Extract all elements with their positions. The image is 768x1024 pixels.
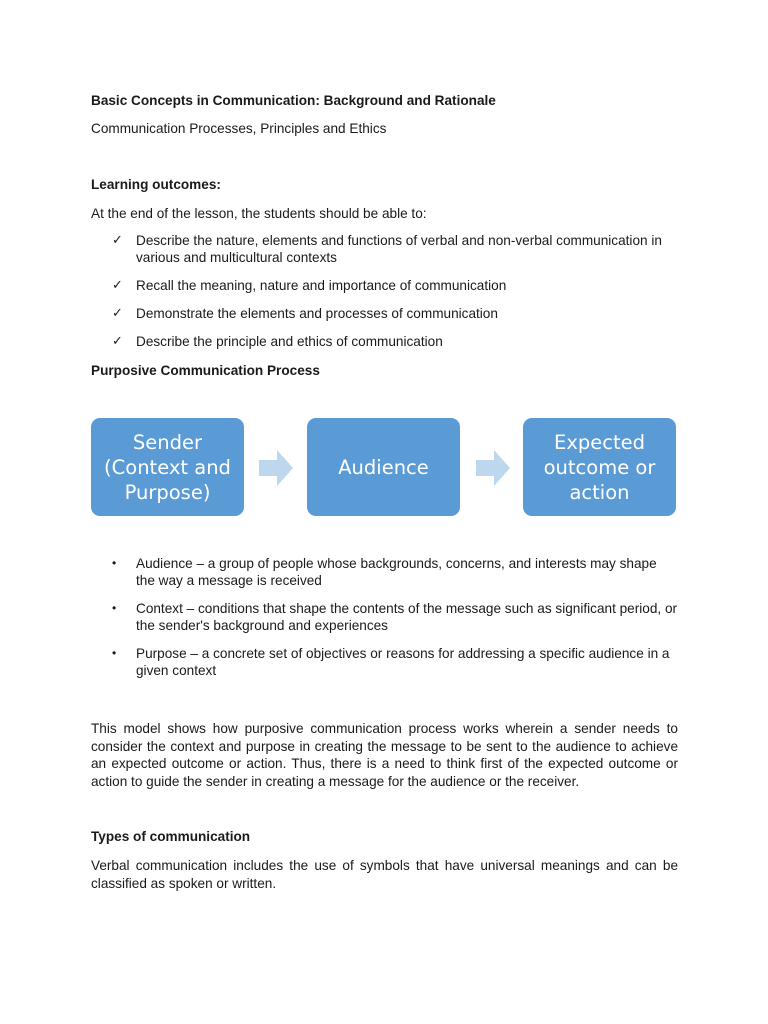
definition-text: Audience – a group of people whose backgrounds, concerns, and interests may shape the way a message is received xyxy=(136,556,657,588)
bullet-icon: • xyxy=(112,556,117,570)
right-arrow-icon xyxy=(259,450,293,486)
bullet-icon: • xyxy=(112,646,117,660)
definitions-list xyxy=(91,555,678,690)
list-item xyxy=(91,305,678,322)
outcome-text: Describe the nature, elements and functions of verbal and non-verbal communication in various and multicultural contexts xyxy=(136,233,662,265)
flow-box-audience: Audience xyxy=(307,418,460,516)
definition-text: Context – conditions that shape the contents of the message such as significant period, or the sender's background and experiences xyxy=(136,601,678,633)
document-subtitle: Communication Processes, Principles and Ethics xyxy=(91,121,387,136)
checkmark-icon: ✓ xyxy=(112,233,123,248)
list-item xyxy=(91,555,678,589)
right-arrow-icon xyxy=(476,450,510,486)
types-heading: Types of communication xyxy=(91,829,251,844)
checkmark-icon: ✓ xyxy=(112,306,123,321)
list-item xyxy=(91,333,678,350)
list-item xyxy=(91,277,678,294)
list-item xyxy=(91,600,678,634)
outcome-text: Demonstrate the elements and processes of communication xyxy=(136,306,498,321)
document-title: Basic Concepts in Communication: Background and Rationale xyxy=(91,93,496,108)
flow-box-expected-outcome: Expected outcome or action xyxy=(523,418,676,516)
list-item xyxy=(91,645,678,679)
definition-text: Purpose – a concrete set of objectives or reasons for addressing a specific audience in a given context xyxy=(136,646,670,678)
learning-outcomes-heading: Learning outcomes: xyxy=(91,177,221,192)
learning-outcomes-intro: At the end of the lesson, the students should be able to: xyxy=(91,206,427,221)
process-heading: Purposive Communication Process xyxy=(91,363,320,378)
process-flow-diagram xyxy=(91,418,678,518)
bullet-icon: • xyxy=(112,601,117,615)
outcome-text: Recall the meaning, nature and importance of communication xyxy=(136,278,507,293)
list-item xyxy=(91,232,678,266)
outcome-text: Describe the principle and ethics of communication xyxy=(136,334,443,349)
learning-outcomes-list xyxy=(91,232,678,361)
checkmark-icon: ✓ xyxy=(112,278,123,293)
model-paragraph: This model shows how purposive communication process works wherein a sender needs to consider the context and purpose in creating the message to be sent to the audience to achieve an expected outcome or action. Thus, there is a need to think first of the expected outcome or action to guide the sender in creating a message for the audience or the receiver. xyxy=(91,721,678,789)
types-paragraph: Verbal communication includes the use of symbols that have universal meanings and can be classified as spoken or written. xyxy=(91,858,678,891)
flow-box-sender: Sender (Context and Purpose) xyxy=(91,418,244,516)
checkmark-icon: ✓ xyxy=(112,334,123,349)
